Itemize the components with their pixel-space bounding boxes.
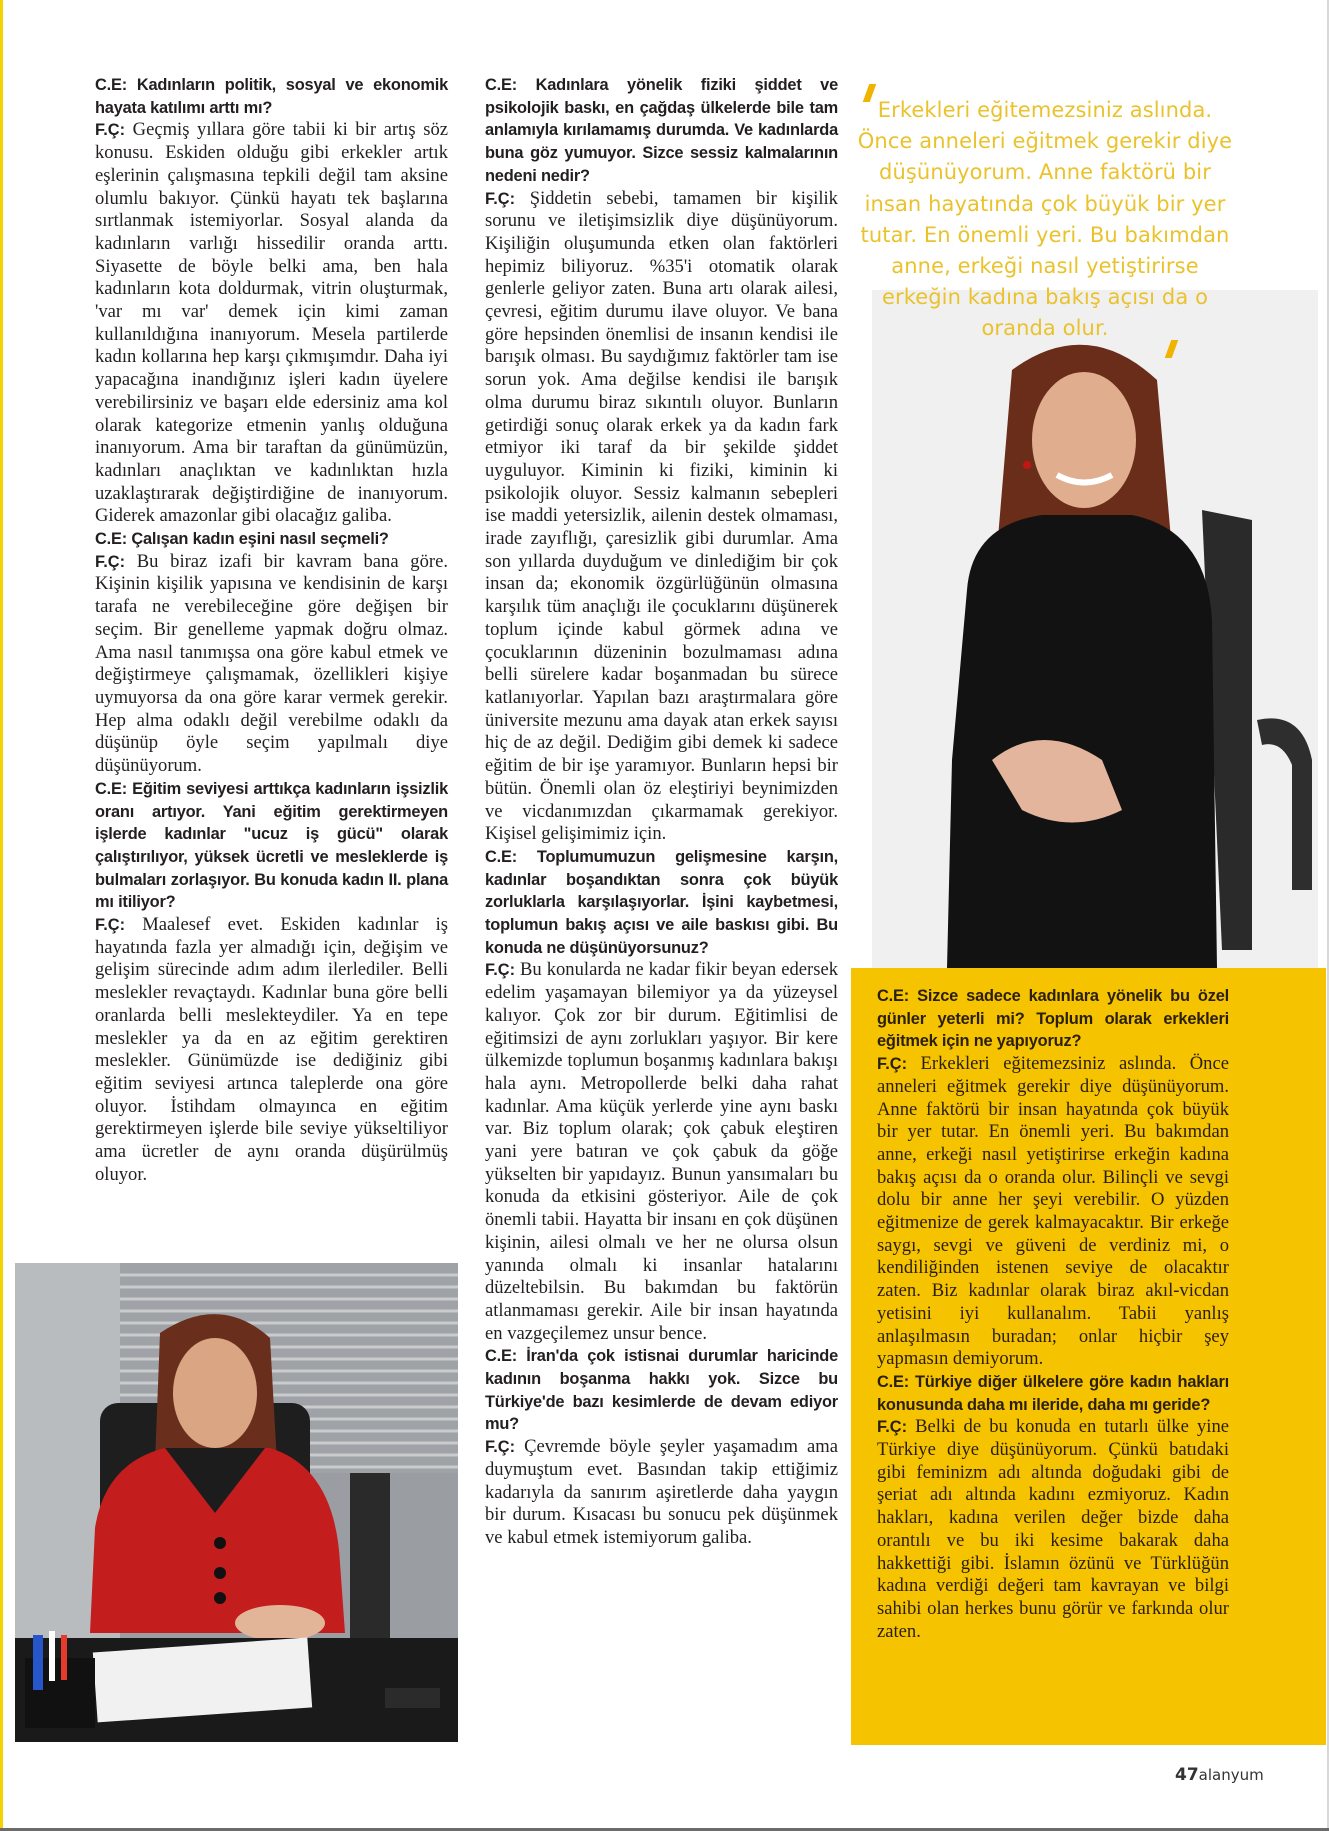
page-footer [1175, 1765, 1264, 1785]
qa-block [877, 985, 1229, 1371]
interviewer-label: C.E: [877, 1372, 909, 1391]
question-text: Kadınların politik, sosyal ve ekonomik hayata katılımı arttı mı? [95, 76, 448, 117]
qa-block [485, 74, 838, 846]
question [95, 530, 389, 548]
answer-text: Çevremde böyle şeyler yaşamadım ama duymuştum evet. Basından takip ettiğimiz kadarıyla da sanırım aşiretlerde daha yaygın bir durum. Kısacası bu sonucu pek düşünmek ve kabul etmek istemiyorum galiba. [485, 1436, 838, 1548]
right-text-column [877, 985, 1229, 1643]
middle-text-column [485, 74, 838, 1550]
question [877, 987, 1229, 1050]
qa-block [485, 1345, 838, 1549]
question-text: Kadınlara yönelik fiziki şiddet ve psikolojik baskı, en çağdaş ülkelerde bile tam anlamıyla kırılamamış durumda. Ve kadınlarda buna göz yumuyor. Sizce sessiz kalmalarının nedeni nedir? [485, 76, 838, 185]
question-text: Türkiye diğer ülkelere göre kadın hakları konusunda daha mı ileride, daha mı geride? [877, 1372, 1229, 1414]
interviewer-label: C.E: [485, 847, 517, 866]
qa-block [95, 528, 448, 778]
qa-block [95, 74, 448, 528]
answer-label: F.Ç: [95, 552, 126, 571]
question-text: Toplumumuzun gelişmesine karşın, kadınlar boşandıktan sonra çok büyük zorluklarla karşılaşıyorlar. İşini kaybetmesi, toplumun bakış açısı ve aile baskısı gibi. Bu konuda ne düşünüyorsunuz? [485, 847, 839, 957]
interviewer-label: C.E: [95, 76, 127, 94]
photo-interviewee-desk [15, 1263, 458, 1742]
answer-label: F.Ç: [485, 961, 516, 980]
answer-label: F.Ç: [877, 1055, 908, 1074]
question [485, 848, 838, 957]
question [95, 76, 448, 117]
interviewer-label: C.E: [485, 76, 517, 94]
interviewer-label: C.E: [877, 987, 909, 1005]
interviewer-label: C.E: [95, 779, 127, 798]
answer-label: F.Ç: [95, 916, 126, 935]
question [485, 76, 838, 185]
photo-interviewee-chair [872, 290, 1318, 968]
interviewer-label: C.E: [485, 1347, 517, 1366]
photo-illustration [872, 290, 1318, 968]
left-text-column [95, 74, 448, 1186]
answer-text: Belki de bu konuda en tutarlı ülke yine Türkiye diye düşünüyorum. Çünkü batıdaki gibi feminizm adı altında doğudaki gibi de şeriat adı altında kadını ezmiyoruz. Kadın hakları, kadına verilen değer bizde daha orantılı ve bu iki kesime bakarak daha hakkettiği gibi. İslamın özünü ve Türklüğün kadına verdiği değeri tam kavrayan ve bilgi sahibi olan herkes bunu görür ve farkında olur zaten. [877, 1416, 1229, 1642]
answer-label: F.Ç: [485, 189, 516, 208]
interviewer-label: C.E: [95, 530, 127, 549]
answer-label: F.Ç: [877, 1418, 908, 1437]
question [485, 1347, 838, 1433]
answer-text: Erkekleri eğitemezsiniz aslında. Önce anneleri eğitmek gerekir diye düşünüyorum. Anne faktörü bir insan hayatında çok büyük bir yer tutar. En önemli yeri. Bu bakımdan anne, erkeği nasıl yetiştirirse erkeğin kadına bakış açısı da o oranda olur. Bilinçli ve sevgi dolu bir anne her şeyi verebilir. O yüzden eğitmenize de gerek kalmayacaktır. Bir erkeğe saygı, sevgi ve güveni de verdiniz mi, o kendiliğinden istenen seviye de olacaktır zaten. Biz kadınlar olarak biraz akıl-vicdan yetisini iyi kullanalım. Tabii yanlış anlaşılmasın buradan; onlar hiçbir şey yapmasın demiyorum. [877, 1053, 1229, 1370]
page-number: 47 [1175, 1765, 1199, 1785]
answer-text: Maalesef evet. Eskiden kadınlar iş hayatında fazla yer almadığı için, değişim ve gelişim sürecinde adım adım ilerlediler. Belli meslekler revaçtaydı. Kadınlar buna göre belli oranlarda belli meslekteydiler. Ya en tepe meslekler ya da en az eğitim gerektiren meslekler. Günümüzde ise dediğiniz gibi eğitim seviyesi artınca taleplerde ona göre oluyor. İstihdam olmayınca en eğitim gerektirmeyen işlerde bile seviye yükseltiliyor ama ücretler de aynı oranda düşürülmüş oluyor. [95, 914, 448, 1185]
photo-illustration [15, 1263, 458, 1742]
answer-text: Geçmiş yıllara göre tabii ki bir artış söz konusu. Eskiden olduğu gibi erkekler artık eşlerinin çalışmasına tepkili değil tam aksine olumlu bakıyor. Çünkü hayatı tek başlarına sırtlanmak istemiyorlar. Sosyal alanda da kadınların varlığı hissedilir oranda arttı. Siyasette de böyle belki ama, ben hala kadınların kota doldurmak, vitrin oluşturmak, 'var mı var' demek için kimi zaman kullanıldığına inanıyorum. Mesela partilerde kadın kollarına hep karşı çıkmışımdır. Daha iyi yapacağına inandığınız işleri kadın üyelere verebilirsiniz ve başarı elde edersiniz ama kol olarak kategorize etmenin yanlış olduğuna inanıyorum. Ama bir taraftan da günümüzün, kadınları anaçlıktan ve kadınlıktan hızla uzaklaştırarak değiştirdiğine de inanıyorum. Giderek amazonlar gibi olacağız galiba. [95, 119, 448, 527]
qa-block [485, 846, 838, 1345]
qa-block [95, 778, 448, 1187]
answer-text: Şiddetin sebebi, tamamen bir kişilik sorunu ve iletişimsizlik diye düşünüyorum. Kişiliğin oluşumunda etken olan faktörleri hepimiz biliyoruz. %35'i otomatik olarak genlerle geliyor zaten. Buna artı olarak ailesi, çevresi, eğitim durumu ilave oluyor. Ve bana göre hepsinden önemlisi de insanın kendisi ile barışık olması. Bu saydığımız faktörler tam ise sorun yok. Ama değilse kendisi ile barışık olma durumu biraz sıkıntılı oluyor. Bunların getirdiği sonuç olarak erkek ya da kadın fark etmiyor iki taraf da bir şekilde şiddet uyguluyor. Kiminin ki fiziki, kiminin ki psikolojik oluyor. Sessiz kalmanın sebepleri ise maddi yetersizlik, ailenin destek olmaması, irade zayıflığı, çaresizlik gibi durumlar. Ama son yıllarda duyduğum ve dinlediğim bir çok insan da; ekonomik özgürlüğünün olmasına karşılık tüm anaçlığı ile çocuklarını düşünerek toplum içinde kabul görmek adına ve çocuklarının düzeninin bozulmaması adına belli sürelere kadar boşanmadan bu sürece katlanıyorlar. Yapılan bazı araştırmalara göre üniversite mezunu ama dayak atan erkek sayısı hiç de az değil. Dediğim gibi demek ki sadece eğitim de bir işe yaramıyor. Bunların hepsi bir bütün. Önemli olan öz eleştiriyi beynimizden ve vicdanımızdan çıkarmamak gerekiyor. Kişisel gelişimimiz için. [485, 187, 838, 845]
question-text: Sizce sadece kadınlara yönelik bu özel günler yeterli mi? Toplum olarak erkekleri eğitmek için ne yapıyoruz? [877, 987, 1229, 1051]
pull-quote: Erkekleri eğitemezsiniz aslında. Önce anneleri eğitmek gerekir diye düşünüyorum. Anne faktörü bir insan hayatında çok büyük bir yer tutar. En önemli yeri. Bu bakımdan anne, erkeği nasıl yetiştirirse erkeğin kadına bakış açısı da o oranda olur. [857, 98, 1233, 341]
question-text: İran'da çok istisnai durumlar haricinde kadının boşanma hakkı yok. Sizce bu Türkiye'de bazı kesimlerde de devam ediyor mu? [485, 1347, 838, 1434]
question [877, 1373, 1229, 1414]
qa-block [877, 1371, 1229, 1643]
answer-text: Bu biraz izafi bir kavram bana göre. Kişinin kişilik yapısına ve kendisinin de karşı tarafa ne verebileceğine göre değişen bir seçim. Bir genelleme yapmak doğru olmaz. Ama nasıl tanımışsa ona göre kabul etmek ve değiştirmeye çalışmamak, özellikleri kişiye uymuyorsa da ona göre karar vermek gerekir. Hep alma odaklı değil verebilme odaklı da düşünüp öyle seçim yapılmalı diye düşünüyorum. [95, 550, 448, 777]
magazine-brand: alanyum [1198, 1766, 1264, 1784]
left-edge-line [0, 0, 3, 1831]
answer-label: F.Ç: [95, 121, 126, 140]
question-text: Eğitim seviyesi arttıkça kadınların işsizlik oranı artıyor. Yani eğitim gerektirmeyen işlerde kadınlar "ucuz iş gücü" olarak çalıştırılıyor, yüksek ücretli ve mesleklerde iş bulmaları zorlaşıyor. Bu konuda kadın II. plana mı itiliyor? [95, 779, 449, 912]
question [95, 780, 448, 912]
answer-label: F.Ç: [485, 1438, 516, 1457]
answer-text: Bu konularda ne kadar fikir beyan edersek edelim yaşamayan bilemiyor ya da yüzeysel kalıyor. Çok zor bir durum. Eğitimlisi de eğitimsizi de aynı zorlukları yaşıyor. Bir kere ülkemizde toplumun boşanmış kadınlara bakışı hala aynı. Metropollerde belki daha rahat kadınlar. Ama küçük yerlerde yine aynı baskı var. Biz toplum olarak; çok çabuk eleştiren yani yere batıran ve çok çabuk da göğe yükselten bir yapıdayız. Bunun yansımaları bu konuda da etkisini gösteriyor. Aile de çok önemli tabii. Hayatta bir insanı en çok düşünen kişinin, ailesi olmalı ve her ne olursa olsun yanında olmalı ki insanlar hatalarını düzeltebilsin. Bu bakımdan bu faktörün atlanmaması gerekir. Aile bir insan hayatında en vazgeçilemez unsur bence. [485, 959, 838, 1344]
question-text: Çalışan kadın eşini nasıl seçmeli? [131, 530, 389, 549]
